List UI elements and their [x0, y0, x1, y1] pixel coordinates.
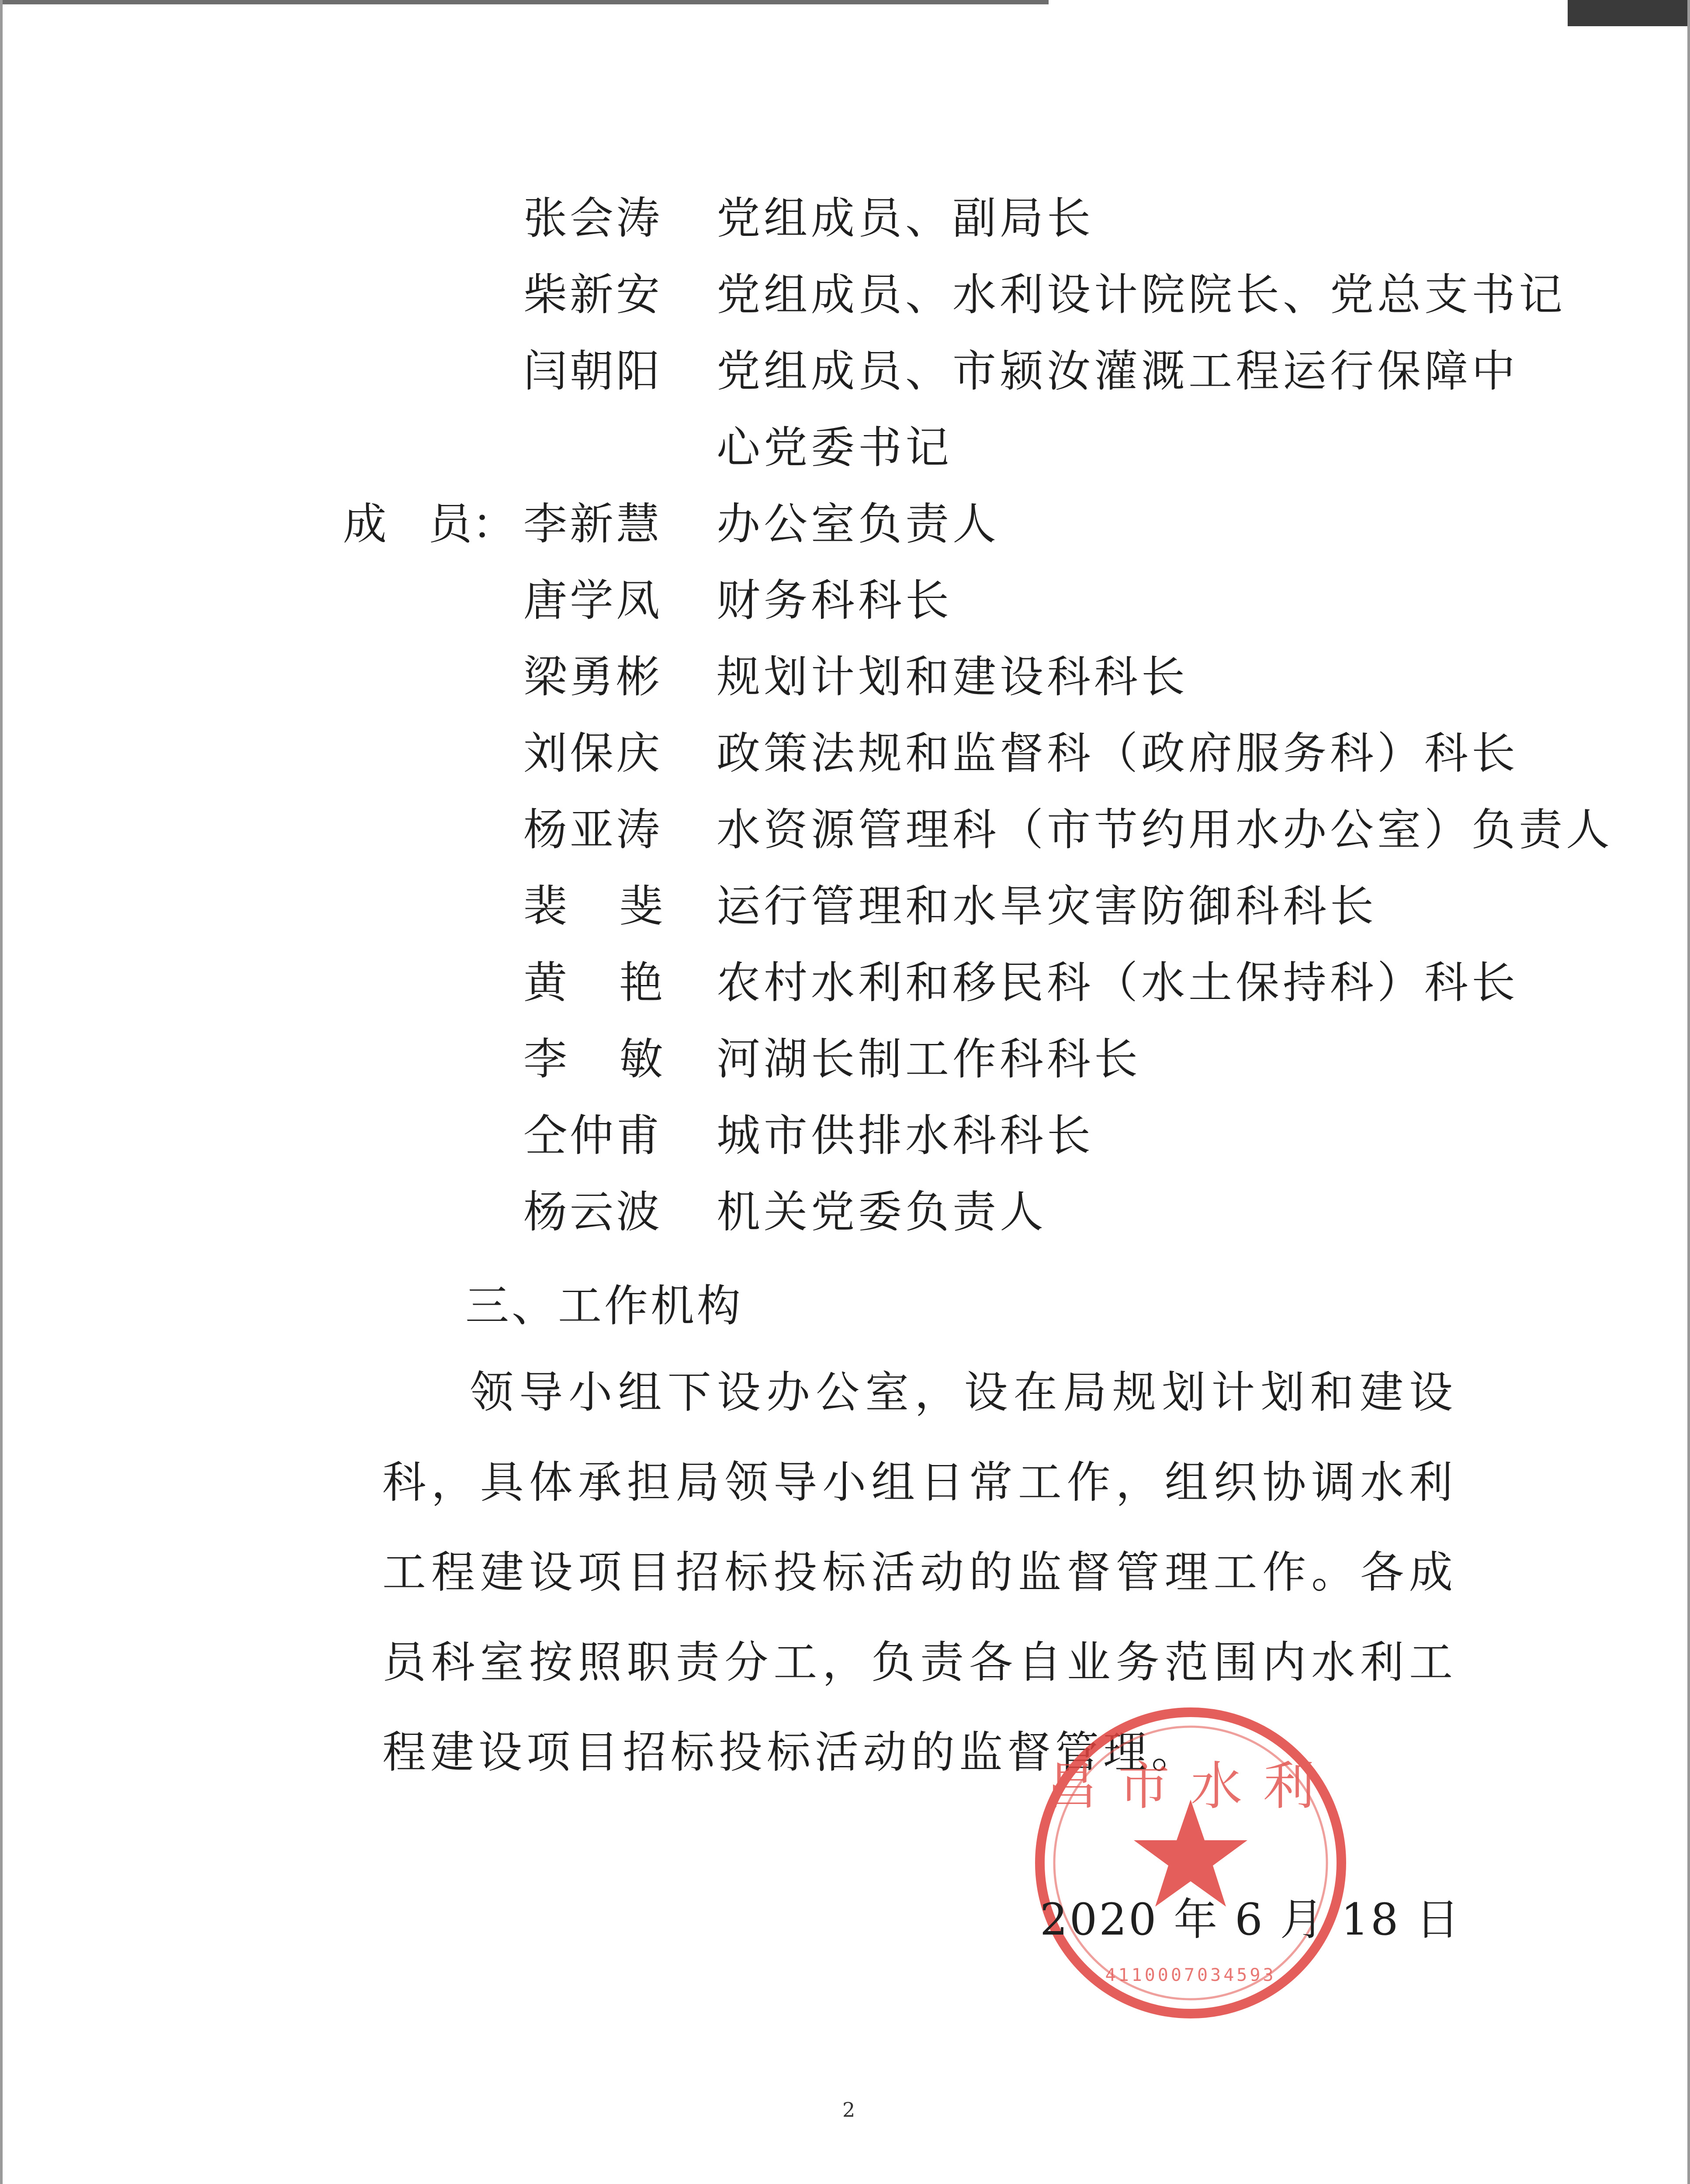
- scan-edge-right: [1687, 0, 1690, 2184]
- member-role: 财务科科长: [717, 575, 952, 626]
- official-seal-icon: [1029, 1701, 1352, 2025]
- member-role: 河湖长制工作科科长: [717, 1033, 1141, 1085]
- member-name: 杨云波: [523, 1186, 662, 1237]
- category-label: 成 员：: [343, 498, 516, 549]
- scan-edge-left: [0, 0, 3, 2184]
- member-name: 李新慧: [523, 498, 662, 549]
- member-role: 规划计划和建设科科长: [717, 651, 1188, 702]
- scan-edge-corner: [1568, 0, 1690, 26]
- member-role: 农村水利和移民科（水土保持科）科长: [717, 957, 1519, 1008]
- scan-edge-top: [0, 0, 1049, 4]
- member-role: 运行管理和水旱灾害防御科科长: [717, 881, 1377, 932]
- member-name: 黄 艳: [523, 957, 666, 1008]
- member-name: 梁勇彬: [523, 651, 662, 702]
- body-paragraph: 领导小组下设办公室，设在局规划计划和建设科，具体承担局领导小组日常工作，组织协调水利工程建设项目招标投标活动的监督管理工作。各成员科室按照职责分工，负责各自业务范围内水利工程建设项目招标投标活动的监督管理。: [382, 1367, 1457, 1778]
- member-name: 刘保庆: [523, 728, 662, 779]
- member-name: 唐学凤: [523, 575, 662, 626]
- member-name: 仝仲甫: [523, 1110, 662, 1161]
- member-name: 张会涛: [523, 193, 662, 244]
- member-name: 柴新安: [523, 269, 662, 320]
- member-role: 办公室负责人: [717, 498, 1000, 549]
- member-role: 党组成员、市颍汝灌溉工程运行保障中: [717, 346, 1519, 397]
- member-role: 党组成员、水利设计院院长、党总支书记: [717, 269, 1566, 320]
- document-date: 2020 年 6 月 18 日: [1040, 1894, 1461, 1945]
- seal-code: 4110007034593: [1105, 1965, 1276, 1985]
- page-number: 2: [842, 2098, 855, 2122]
- member-role: 机关党委负责人: [717, 1186, 1047, 1237]
- member-role: 水资源管理科（市节约用水办公室）负责人: [717, 804, 1613, 855]
- member-name: 杨亚涛: [523, 804, 662, 855]
- section-heading: 三、工作机构: [465, 1280, 743, 1331]
- member-name: 李 敏: [523, 1033, 666, 1085]
- member-name: 裴 斐: [523, 881, 666, 932]
- seal-text: 昌市水利: [1045, 1756, 1336, 1816]
- member-name: 闫朝阳: [523, 346, 662, 397]
- member-role-continuation: 心党委书记: [717, 422, 952, 473]
- member-role: 党组成员、副局长: [717, 193, 1094, 244]
- member-role: 城市供排水科科长: [717, 1110, 1094, 1161]
- member-role: 政策法规和监督科（政府服务科）科长: [717, 728, 1519, 779]
